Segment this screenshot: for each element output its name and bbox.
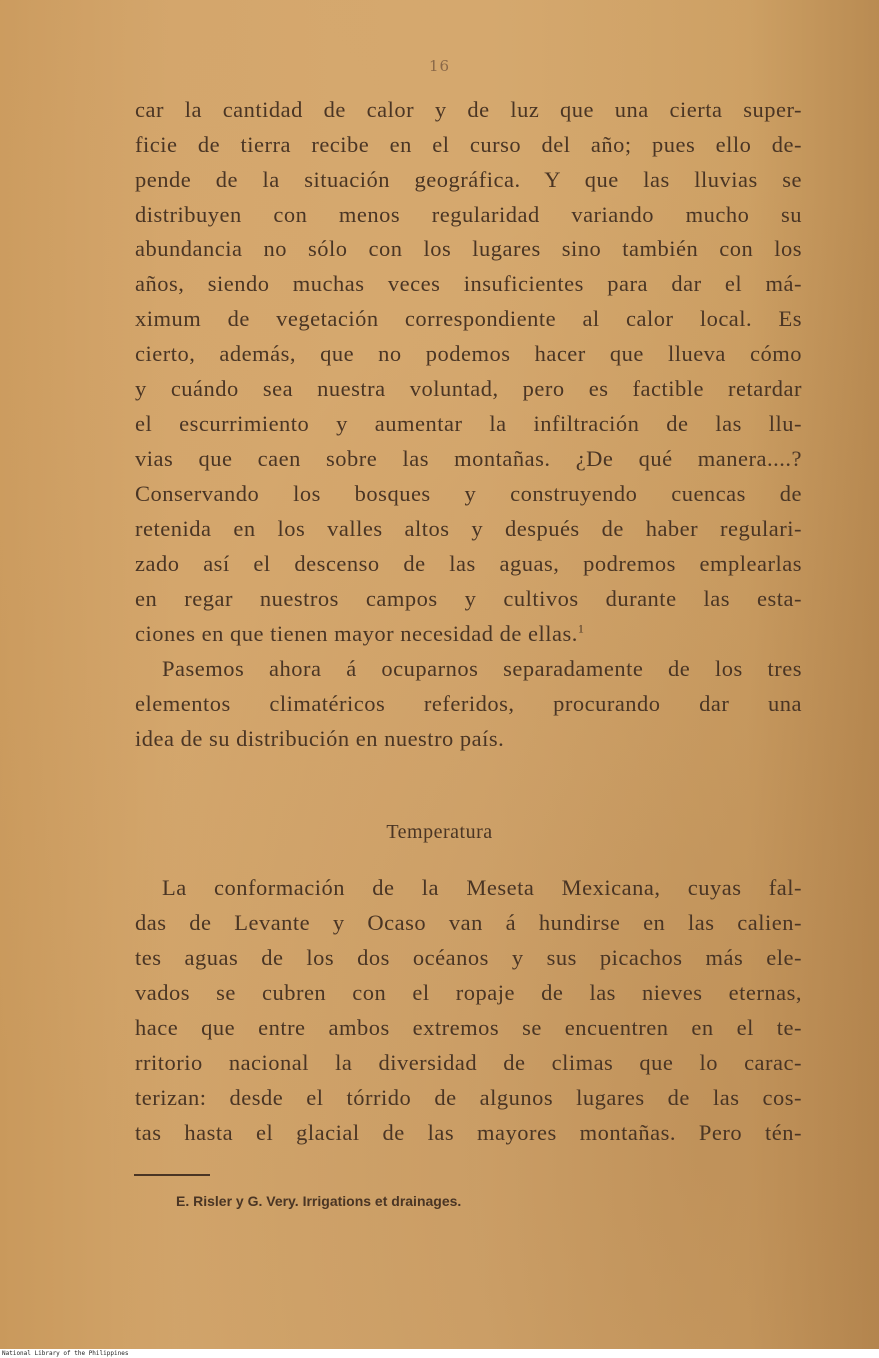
text-line: car la cantidad de calor y de luz que una cierta super- xyxy=(135,97,802,122)
text-line: rritorio nacional la diversidad de climas que lo carac- xyxy=(135,1050,802,1075)
text-line: vias que caen sobre las montañas. ¿De qué manera....? xyxy=(135,446,802,471)
footnote-marker: 1 xyxy=(577,621,585,636)
text-line: años, siendo muchas veces insuficientes para dar el má- xyxy=(135,271,802,296)
text-line: el escurrimiento y aumentar la infiltración de las llu- xyxy=(135,411,802,436)
text-line: zado así el descenso de las aguas, podremos emplearlas xyxy=(135,551,802,576)
text-line: pende de la situación geográfica. Y que las lluvias se xyxy=(135,167,802,192)
text-line: idea de su distribución en nuestro país. xyxy=(135,726,505,751)
library-credit: National Library of the Philippines xyxy=(2,1350,129,1357)
text-line: vados se cubren con el ropaje de las nieves eternas, xyxy=(135,980,802,1005)
text-line: terizan: desde el tórrido de algunos lugares de las cos- xyxy=(135,1085,802,1110)
text-line: tas hasta el glacial de las mayores montañas. Pero tén- xyxy=(135,1120,802,1145)
text-line: ciones en que tienen mayor necesidad de ellas. xyxy=(135,621,578,646)
text-line: Conservando los bosques y construyendo cuencas de xyxy=(135,481,802,506)
text-line: abundancia no sólo con los lugares sino también con los xyxy=(135,236,802,261)
text-line: ximum de vegetación correspondiente al calor local. Es xyxy=(135,306,802,331)
footer-bar xyxy=(0,1349,879,1358)
section-heading: Temperatura xyxy=(386,821,493,843)
text-line: das de Levante y Ocaso van á hundirse en las calien- xyxy=(135,910,802,935)
text-line: en regar nuestros campos y cultivos durante las esta- xyxy=(135,586,802,611)
footnote-divider xyxy=(134,1174,210,1176)
text-line: distribuyen con menos regularidad variando mucho su xyxy=(135,202,802,227)
text-line: tes aguas de los dos océanos y sus picachos más ele- xyxy=(135,945,802,970)
text-line: cierto, además, que no podemos hacer que llueva cómo xyxy=(135,341,802,366)
page-number: 16 xyxy=(428,57,451,75)
text-line: hace que entre ambos extremos se encuentren en el te- xyxy=(135,1015,802,1040)
text-line: y cuándo sea nuestra voluntad, pero es factible retardar xyxy=(135,376,802,401)
text-line: ficie de tierra recibe en el curso del año; pues ello de- xyxy=(135,132,802,157)
text-line: elementos climatéricos referidos, procurando dar una xyxy=(135,691,802,716)
text-line: retenida en los valles altos y después de haber regulari- xyxy=(135,516,802,541)
text-line: Pasemos ahora á ocuparnos separadamente de los tres xyxy=(162,656,802,681)
footnote: E. Risler y G. Very. Irrigations et drainages. xyxy=(176,1193,462,1209)
text-line: La conformación de la Meseta Mexicana, cuyas fal- xyxy=(162,875,802,900)
text-line-with-footnote xyxy=(135,617,802,651)
